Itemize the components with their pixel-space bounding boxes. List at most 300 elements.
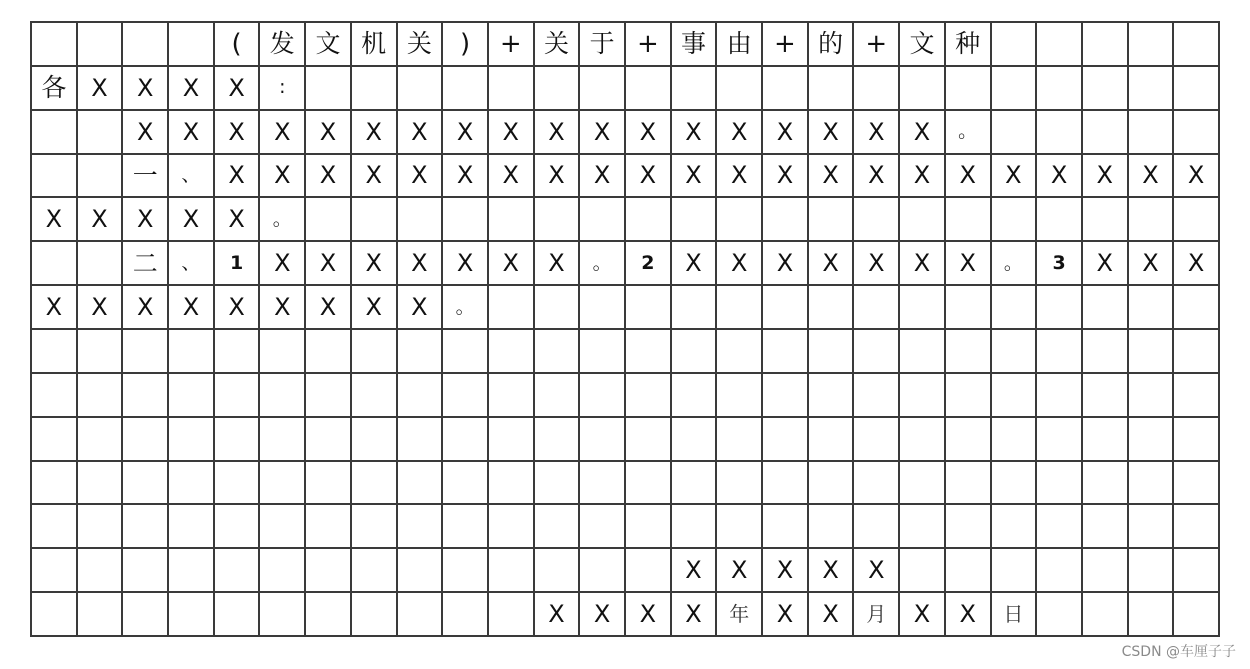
empty-grid-cell bbox=[1037, 418, 1083, 462]
empty-grid-cell bbox=[900, 198, 946, 242]
character-cell: 文 bbox=[306, 23, 352, 67]
placeholder-x-cell: X bbox=[672, 593, 718, 637]
empty-grid-cell bbox=[306, 593, 352, 637]
empty-grid-cell bbox=[78, 462, 124, 506]
empty-grid-cell bbox=[215, 462, 261, 506]
date-unit-cell: 月 bbox=[854, 593, 900, 637]
punctuation-cell: 、 bbox=[169, 242, 215, 286]
empty-grid-cell bbox=[32, 330, 78, 374]
empty-grid-cell bbox=[123, 462, 169, 506]
empty-grid-cell bbox=[854, 462, 900, 506]
empty-grid-cell bbox=[443, 374, 489, 418]
empty-grid-cell bbox=[672, 418, 718, 462]
empty-grid-cell bbox=[169, 593, 215, 637]
placeholder-x-cell: X bbox=[169, 286, 215, 330]
placeholder-x-cell: X bbox=[123, 198, 169, 242]
placeholder-x-cell: X bbox=[169, 67, 215, 111]
empty-grid-cell bbox=[992, 23, 1038, 67]
empty-grid-cell bbox=[398, 549, 444, 593]
empty-grid-cell bbox=[580, 418, 626, 462]
empty-grid-cell bbox=[946, 374, 992, 418]
empty-grid-cell bbox=[1129, 198, 1175, 242]
empty-grid-cell bbox=[306, 418, 352, 462]
empty-grid-cell bbox=[32, 242, 78, 286]
empty-grid-cell bbox=[992, 505, 1038, 549]
placeholder-x-cell: X bbox=[443, 155, 489, 199]
empty-grid-cell bbox=[32, 23, 78, 67]
empty-grid-cell bbox=[1129, 330, 1175, 374]
item-number-cell: 2 bbox=[626, 242, 672, 286]
character-cell: 的 bbox=[809, 23, 855, 67]
empty-grid-cell bbox=[78, 330, 124, 374]
empty-grid-cell bbox=[763, 462, 809, 506]
empty-grid-cell bbox=[1129, 374, 1175, 418]
punctuation-cell: 。 bbox=[992, 242, 1038, 286]
empty-grid-cell bbox=[717, 462, 763, 506]
placeholder-x-cell: X bbox=[306, 155, 352, 199]
character-cell: 二 bbox=[123, 242, 169, 286]
empty-grid-cell bbox=[443, 593, 489, 637]
empty-grid-cell bbox=[1129, 549, 1175, 593]
placeholder-x-cell: X bbox=[123, 111, 169, 155]
placeholder-x-cell: X bbox=[900, 155, 946, 199]
empty-grid-cell bbox=[398, 505, 444, 549]
empty-grid-cell bbox=[215, 593, 261, 637]
empty-grid-cell bbox=[900, 286, 946, 330]
placeholder-x-cell: X bbox=[78, 67, 124, 111]
empty-grid-cell bbox=[535, 549, 581, 593]
empty-grid-cell bbox=[717, 505, 763, 549]
empty-grid-cell bbox=[946, 67, 992, 111]
empty-grid-cell bbox=[535, 67, 581, 111]
empty-grid-cell bbox=[78, 418, 124, 462]
empty-grid-cell bbox=[169, 549, 215, 593]
empty-grid-cell bbox=[78, 23, 124, 67]
empty-grid-cell bbox=[306, 374, 352, 418]
empty-grid-cell bbox=[1037, 198, 1083, 242]
placeholder-x-cell: X bbox=[1037, 155, 1083, 199]
empty-grid-cell bbox=[580, 505, 626, 549]
empty-grid-cell bbox=[535, 330, 581, 374]
punctuation-cell: 。 bbox=[260, 198, 306, 242]
empty-grid-cell bbox=[535, 374, 581, 418]
empty-grid-cell bbox=[717, 286, 763, 330]
empty-grid-cell bbox=[1037, 286, 1083, 330]
placeholder-x-cell: X bbox=[717, 549, 763, 593]
empty-grid-cell bbox=[169, 462, 215, 506]
empty-grid-cell bbox=[717, 67, 763, 111]
empty-grid-cell bbox=[854, 374, 900, 418]
character-cell: 文 bbox=[900, 23, 946, 67]
empty-grid-cell bbox=[489, 286, 535, 330]
empty-grid-cell bbox=[1129, 593, 1175, 637]
empty-grid-cell bbox=[260, 418, 306, 462]
character-cell: 一 bbox=[123, 155, 169, 199]
placeholder-x-cell: X bbox=[489, 155, 535, 199]
empty-grid-cell bbox=[763, 418, 809, 462]
empty-grid-cell bbox=[215, 330, 261, 374]
empty-grid-cell bbox=[763, 374, 809, 418]
empty-grid-cell bbox=[763, 286, 809, 330]
empty-grid-cell bbox=[992, 198, 1038, 242]
empty-grid-cell bbox=[626, 374, 672, 418]
empty-grid-cell bbox=[169, 23, 215, 67]
empty-grid-cell bbox=[78, 155, 124, 199]
empty-grid-cell bbox=[32, 111, 78, 155]
placeholder-x-cell: X bbox=[763, 111, 809, 155]
empty-grid-cell bbox=[306, 505, 352, 549]
placeholder-x-cell: X bbox=[398, 155, 444, 199]
empty-grid-cell bbox=[717, 418, 763, 462]
empty-grid-cell bbox=[398, 330, 444, 374]
empty-grid-cell bbox=[672, 67, 718, 111]
empty-grid-cell bbox=[1037, 67, 1083, 111]
placeholder-x-cell: X bbox=[78, 286, 124, 330]
punctuation-cell: 。 bbox=[946, 111, 992, 155]
empty-grid-cell bbox=[169, 330, 215, 374]
placeholder-x-cell: X bbox=[1083, 155, 1129, 199]
empty-grid-cell bbox=[854, 418, 900, 462]
symbol-cell: ( bbox=[215, 23, 261, 67]
placeholder-x-cell: X bbox=[1174, 155, 1220, 199]
empty-grid-cell bbox=[854, 286, 900, 330]
empty-grid-cell bbox=[215, 374, 261, 418]
empty-grid-cell bbox=[260, 549, 306, 593]
empty-grid-cell bbox=[535, 418, 581, 462]
empty-grid-cell bbox=[535, 286, 581, 330]
placeholder-x-cell: X bbox=[626, 593, 672, 637]
empty-grid-cell bbox=[900, 67, 946, 111]
empty-grid-cell bbox=[900, 418, 946, 462]
empty-grid-cell bbox=[306, 67, 352, 111]
placeholder-x-cell: X bbox=[854, 549, 900, 593]
placeholder-x-cell: X bbox=[763, 242, 809, 286]
empty-grid-cell bbox=[489, 418, 535, 462]
empty-grid-cell bbox=[123, 505, 169, 549]
empty-grid-cell bbox=[169, 505, 215, 549]
character-cell: 种 bbox=[946, 23, 992, 67]
placeholder-x-cell: X bbox=[215, 286, 261, 330]
empty-grid-cell bbox=[763, 505, 809, 549]
empty-grid-cell bbox=[1129, 418, 1175, 462]
empty-grid-cell bbox=[352, 549, 398, 593]
empty-grid-cell bbox=[535, 198, 581, 242]
empty-grid-cell bbox=[900, 330, 946, 374]
placeholder-x-cell: X bbox=[123, 67, 169, 111]
empty-grid-cell bbox=[992, 549, 1038, 593]
empty-grid-cell bbox=[763, 330, 809, 374]
empty-grid-cell bbox=[1083, 330, 1129, 374]
empty-grid-cell bbox=[1083, 418, 1129, 462]
empty-grid-cell bbox=[992, 111, 1038, 155]
placeholder-x-cell: X bbox=[260, 111, 306, 155]
empty-grid-cell bbox=[992, 330, 1038, 374]
empty-grid-cell bbox=[1174, 23, 1220, 67]
placeholder-x-cell: X bbox=[854, 111, 900, 155]
empty-grid-cell bbox=[1083, 374, 1129, 418]
empty-grid-cell bbox=[260, 593, 306, 637]
empty-grid-cell bbox=[443, 462, 489, 506]
date-unit-cell: 日 bbox=[992, 593, 1038, 637]
placeholder-x-cell: X bbox=[1083, 242, 1129, 286]
empty-grid-cell bbox=[489, 330, 535, 374]
empty-grid-cell bbox=[123, 549, 169, 593]
empty-grid-cell bbox=[123, 23, 169, 67]
empty-grid-cell bbox=[398, 593, 444, 637]
empty-grid-cell bbox=[672, 505, 718, 549]
placeholder-x-cell: X bbox=[763, 593, 809, 637]
empty-grid-cell bbox=[946, 462, 992, 506]
symbol-cell: + bbox=[763, 23, 809, 67]
empty-grid-cell bbox=[717, 330, 763, 374]
placeholder-x-cell: X bbox=[215, 198, 261, 242]
placeholder-x-cell: X bbox=[215, 155, 261, 199]
placeholder-x-cell: X bbox=[854, 242, 900, 286]
empty-grid-cell bbox=[32, 155, 78, 199]
empty-grid-cell bbox=[78, 505, 124, 549]
empty-grid-cell bbox=[1037, 111, 1083, 155]
empty-grid-cell bbox=[1037, 23, 1083, 67]
empty-grid-cell bbox=[854, 198, 900, 242]
empty-grid-cell bbox=[78, 549, 124, 593]
empty-grid-cell bbox=[717, 198, 763, 242]
empty-grid-cell bbox=[580, 286, 626, 330]
empty-grid-cell bbox=[443, 418, 489, 462]
empty-grid-cell bbox=[1174, 462, 1220, 506]
empty-grid-cell bbox=[1083, 286, 1129, 330]
empty-grid-cell bbox=[489, 505, 535, 549]
empty-grid-cell bbox=[580, 374, 626, 418]
symbol-cell: + bbox=[854, 23, 900, 67]
punctuation-cell: : bbox=[260, 67, 306, 111]
date-unit-cell: 年 bbox=[717, 593, 763, 637]
empty-grid-cell bbox=[809, 462, 855, 506]
placeholder-x-cell: X bbox=[489, 242, 535, 286]
symbol-cell: ) bbox=[443, 23, 489, 67]
empty-grid-cell bbox=[809, 374, 855, 418]
empty-grid-cell bbox=[717, 374, 763, 418]
empty-grid-cell bbox=[443, 67, 489, 111]
empty-grid-cell bbox=[443, 198, 489, 242]
placeholder-x-cell: X bbox=[672, 155, 718, 199]
placeholder-x-cell: X bbox=[672, 111, 718, 155]
empty-grid-cell bbox=[626, 286, 672, 330]
empty-grid-cell bbox=[626, 198, 672, 242]
empty-grid-cell bbox=[1129, 67, 1175, 111]
empty-grid-cell bbox=[809, 418, 855, 462]
punctuation-cell: 。 bbox=[580, 242, 626, 286]
empty-grid-cell bbox=[306, 330, 352, 374]
placeholder-x-cell: X bbox=[900, 242, 946, 286]
placeholder-x-cell: X bbox=[32, 286, 78, 330]
empty-grid-cell bbox=[900, 462, 946, 506]
empty-grid-cell bbox=[352, 462, 398, 506]
character-cell: 事 bbox=[672, 23, 718, 67]
empty-grid-cell bbox=[1037, 462, 1083, 506]
empty-grid-cell bbox=[260, 462, 306, 506]
empty-grid-cell bbox=[489, 593, 535, 637]
placeholder-x-cell: X bbox=[763, 549, 809, 593]
placeholder-x-cell: X bbox=[352, 111, 398, 155]
placeholder-x-cell: X bbox=[1129, 242, 1175, 286]
empty-grid-cell bbox=[1129, 23, 1175, 67]
empty-grid-cell bbox=[398, 462, 444, 506]
empty-grid-cell bbox=[32, 549, 78, 593]
empty-grid-cell bbox=[1083, 23, 1129, 67]
placeholder-x-cell: X bbox=[260, 155, 306, 199]
empty-grid-cell bbox=[123, 330, 169, 374]
empty-grid-cell bbox=[809, 330, 855, 374]
empty-grid-cell bbox=[672, 286, 718, 330]
empty-grid-cell bbox=[32, 374, 78, 418]
item-number-cell: 1 bbox=[215, 242, 261, 286]
empty-grid-cell bbox=[489, 198, 535, 242]
empty-grid-cell bbox=[672, 330, 718, 374]
placeholder-x-cell: X bbox=[809, 549, 855, 593]
empty-grid-cell bbox=[580, 549, 626, 593]
placeholder-x-cell: X bbox=[580, 155, 626, 199]
empty-grid-cell bbox=[1174, 198, 1220, 242]
empty-grid-cell bbox=[123, 374, 169, 418]
placeholder-x-cell: X bbox=[992, 155, 1038, 199]
empty-grid-cell bbox=[1083, 462, 1129, 506]
empty-grid-cell bbox=[352, 418, 398, 462]
empty-grid-cell bbox=[306, 462, 352, 506]
placeholder-x-cell: X bbox=[398, 242, 444, 286]
punctuation-cell: 、 bbox=[169, 155, 215, 199]
empty-grid-cell bbox=[1083, 593, 1129, 637]
empty-grid-cell bbox=[946, 549, 992, 593]
empty-grid-cell bbox=[763, 67, 809, 111]
empty-grid-cell bbox=[352, 67, 398, 111]
empty-grid-cell bbox=[626, 549, 672, 593]
placeholder-x-cell: X bbox=[809, 242, 855, 286]
placeholder-x-cell: X bbox=[443, 242, 489, 286]
placeholder-x-cell: X bbox=[1129, 155, 1175, 199]
placeholder-x-cell: X bbox=[260, 286, 306, 330]
placeholder-x-cell: X bbox=[306, 111, 352, 155]
empty-grid-cell bbox=[900, 549, 946, 593]
placeholder-x-cell: X bbox=[443, 111, 489, 155]
empty-grid-cell bbox=[32, 418, 78, 462]
empty-grid-cell bbox=[672, 374, 718, 418]
placeholder-x-cell: X bbox=[672, 549, 718, 593]
empty-grid-cell bbox=[489, 374, 535, 418]
placeholder-x-cell: X bbox=[215, 111, 261, 155]
placeholder-x-cell: X bbox=[900, 593, 946, 637]
empty-grid-cell bbox=[900, 505, 946, 549]
empty-grid-cell bbox=[78, 111, 124, 155]
empty-grid-cell bbox=[1037, 505, 1083, 549]
empty-grid-cell bbox=[123, 593, 169, 637]
placeholder-x-cell: X bbox=[169, 111, 215, 155]
placeholder-x-cell: X bbox=[306, 286, 352, 330]
empty-grid-cell bbox=[992, 67, 1038, 111]
placeholder-x-cell: X bbox=[809, 155, 855, 199]
empty-grid-cell bbox=[260, 505, 306, 549]
empty-grid-cell bbox=[1037, 549, 1083, 593]
placeholder-x-cell: X bbox=[489, 111, 535, 155]
empty-grid-cell bbox=[352, 374, 398, 418]
character-cell: 发 bbox=[260, 23, 306, 67]
empty-grid-cell bbox=[1129, 462, 1175, 506]
empty-grid-cell bbox=[1037, 330, 1083, 374]
empty-grid-cell bbox=[32, 462, 78, 506]
placeholder-x-cell: X bbox=[809, 593, 855, 637]
empty-grid-cell bbox=[352, 198, 398, 242]
empty-grid-cell bbox=[580, 198, 626, 242]
empty-grid-cell bbox=[1174, 418, 1220, 462]
empty-grid-cell bbox=[809, 505, 855, 549]
empty-grid-cell bbox=[489, 67, 535, 111]
empty-grid-cell bbox=[1174, 505, 1220, 549]
empty-grid-cell bbox=[672, 198, 718, 242]
empty-grid-cell bbox=[626, 462, 672, 506]
placeholder-x-cell: X bbox=[535, 155, 581, 199]
empty-grid-cell bbox=[1083, 505, 1129, 549]
placeholder-x-cell: X bbox=[900, 111, 946, 155]
empty-grid-cell bbox=[809, 67, 855, 111]
placeholder-x-cell: X bbox=[946, 155, 992, 199]
empty-grid-cell bbox=[854, 330, 900, 374]
empty-grid-cell bbox=[1129, 505, 1175, 549]
placeholder-x-cell: X bbox=[717, 155, 763, 199]
empty-grid-cell bbox=[672, 462, 718, 506]
empty-grid-cell bbox=[992, 374, 1038, 418]
symbol-cell: + bbox=[626, 23, 672, 67]
character-cell: 关 bbox=[398, 23, 444, 67]
placeholder-x-cell: X bbox=[535, 242, 581, 286]
empty-grid-cell bbox=[946, 286, 992, 330]
empty-grid-cell bbox=[1174, 286, 1220, 330]
empty-grid-cell bbox=[32, 593, 78, 637]
placeholder-x-cell: X bbox=[260, 242, 306, 286]
empty-grid-cell bbox=[992, 462, 1038, 506]
empty-grid-cell bbox=[398, 418, 444, 462]
placeholder-x-cell: X bbox=[626, 155, 672, 199]
placeholder-x-cell: X bbox=[352, 155, 398, 199]
placeholder-x-cell: X bbox=[580, 111, 626, 155]
empty-grid-cell bbox=[580, 462, 626, 506]
empty-grid-cell bbox=[946, 505, 992, 549]
character-cell: 由 bbox=[717, 23, 763, 67]
placeholder-x-cell: X bbox=[809, 111, 855, 155]
placeholder-x-cell: X bbox=[763, 155, 809, 199]
placeholder-x-cell: X bbox=[717, 242, 763, 286]
empty-grid-cell bbox=[992, 418, 1038, 462]
empty-grid-cell bbox=[1083, 67, 1129, 111]
empty-grid-cell bbox=[123, 418, 169, 462]
empty-grid-cell bbox=[215, 549, 261, 593]
empty-grid-cell bbox=[169, 418, 215, 462]
placeholder-x-cell: X bbox=[854, 155, 900, 199]
empty-grid-cell bbox=[1129, 286, 1175, 330]
character-cell: 于 bbox=[580, 23, 626, 67]
empty-grid-cell bbox=[489, 549, 535, 593]
empty-grid-cell bbox=[1174, 549, 1220, 593]
punctuation-cell: 。 bbox=[443, 286, 489, 330]
empty-grid-cell bbox=[854, 505, 900, 549]
empty-grid-cell bbox=[1174, 67, 1220, 111]
empty-grid-cell bbox=[398, 67, 444, 111]
placeholder-x-cell: X bbox=[672, 242, 718, 286]
placeholder-x-cell: X bbox=[306, 242, 352, 286]
empty-grid-cell bbox=[443, 330, 489, 374]
placeholder-x-cell: X bbox=[580, 593, 626, 637]
empty-grid-cell bbox=[580, 330, 626, 374]
empty-grid-cell bbox=[1174, 374, 1220, 418]
empty-grid-cell bbox=[809, 286, 855, 330]
